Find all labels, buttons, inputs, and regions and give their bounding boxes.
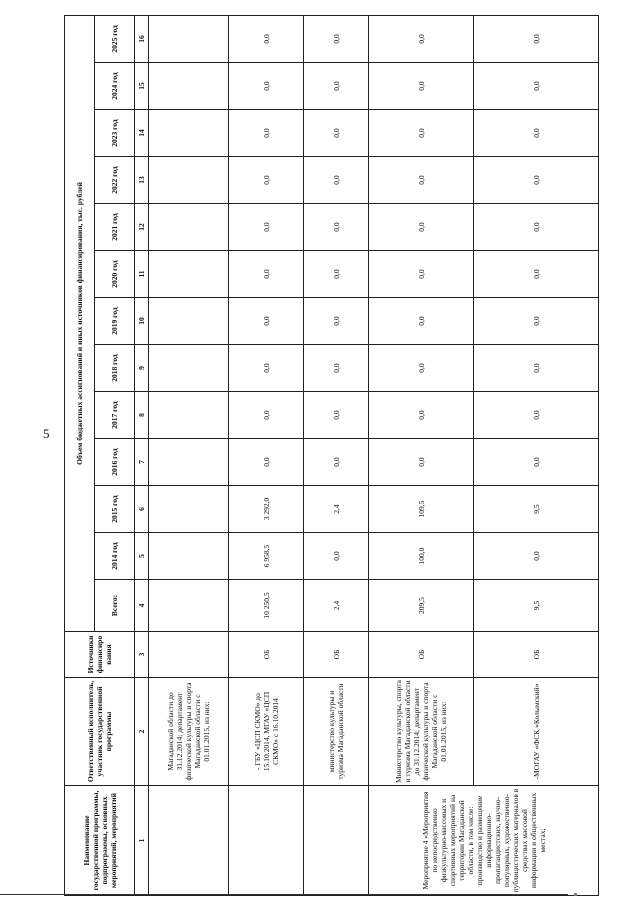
- row-value: 6 958,5: [229, 533, 304, 580]
- header-year-2017: 2017 год: [95, 392, 135, 439]
- row-value: 0,0: [474, 110, 599, 157]
- header-year-2016: 2016 год: [95, 439, 135, 486]
- row-total: 9,5: [474, 580, 599, 632]
- row-value: 0,0: [304, 15, 369, 62]
- row-value: 0,0: [474, 439, 599, 486]
- header-volume: Объем бюджетных ассигнований и иных источников финансирования, тыс. рублей: [65, 15, 95, 631]
- table-row: [229, 15, 304, 895]
- col-number: 16: [135, 15, 149, 62]
- col-number: 11: [135, 251, 149, 298]
- row-value: [149, 345, 229, 392]
- row-value: 0,0: [229, 345, 304, 392]
- row-name: [149, 786, 229, 896]
- row-responsible: Магаданской области до 31.12.2014; департамент физической культуры и спорта Магаданской области с 01.01.2015, из них:: [149, 678, 229, 786]
- row-value: [149, 251, 229, 298]
- row-value: 0,0: [474, 298, 599, 345]
- row-value: 0,0: [369, 110, 474, 157]
- row-value: 0,0: [229, 157, 304, 204]
- header-source: Источники финансирования: [65, 632, 135, 678]
- page-number: 5: [43, 426, 50, 441]
- col-number: 12: [135, 204, 149, 251]
- row-value: 0,0: [304, 110, 369, 157]
- header-year-2022: 2022 год: [95, 157, 135, 204]
- col-number: 6: [135, 486, 149, 533]
- col-number: 15: [135, 63, 149, 110]
- row-value: 0,0: [304, 251, 369, 298]
- row-value: 0,0: [304, 157, 369, 204]
- rotated-table-wrapper: [64, 16, 624, 896]
- row-value: 0,0: [229, 63, 304, 110]
- row-value: [149, 439, 229, 486]
- row-value: 0,0: [474, 251, 599, 298]
- row-value: 0,0: [304, 204, 369, 251]
- col-number: 2: [135, 678, 149, 786]
- row-value: 0,0: [474, 392, 599, 439]
- row-value: 9,5: [474, 486, 599, 533]
- col-number: 13: [135, 157, 149, 204]
- row-value: 0,0: [474, 204, 599, 251]
- row-value: 0,0: [369, 439, 474, 486]
- row-value: 0,0: [474, 345, 599, 392]
- header-year-2020: 2020 год: [95, 251, 135, 298]
- header-year-2018: 2018 год: [95, 345, 135, 392]
- col-number: 9: [135, 345, 149, 392]
- row-responsible: - ГБУ «ЦСП СКМО» до 15.10.2014, МГАУ «ЦСП СКМО» с 16.10.2014: [229, 678, 304, 786]
- row-value: [149, 298, 229, 345]
- row-source: ОБ: [369, 632, 474, 678]
- row-value: 0,0: [474, 63, 599, 110]
- row-value: 0,0: [474, 157, 599, 204]
- row-responsible: -МОГАУ «ФСК «Колымский»: [474, 678, 599, 786]
- row-value: [149, 157, 229, 204]
- row-value: 109,5: [369, 486, 474, 533]
- row-name: [304, 786, 369, 896]
- row-value: 0,0: [229, 392, 304, 439]
- row-total: 209,5: [369, 580, 474, 632]
- row-value: 0,0: [369, 251, 474, 298]
- row-value: 2,4: [304, 486, 369, 533]
- header-year-2023: 2023 год: [95, 110, 135, 157]
- col-number: 10: [135, 298, 149, 345]
- col-number: 4: [135, 580, 149, 632]
- row-value: 0,0: [369, 204, 474, 251]
- row-total: 10 250,5: [229, 580, 304, 632]
- row-value: 0,0: [369, 157, 474, 204]
- row-value: 100,0: [369, 533, 474, 580]
- header-year-2025: 2025 год: [95, 15, 135, 62]
- row-name: [229, 786, 304, 896]
- row-value: 0,0: [229, 15, 304, 62]
- row-value: [149, 486, 229, 533]
- row-value: 0,0: [474, 15, 599, 62]
- row-value: [149, 204, 229, 251]
- row-value: 0,0: [229, 298, 304, 345]
- col-number: 8: [135, 392, 149, 439]
- row-value: 0,0: [304, 533, 369, 580]
- col-number: 1: [135, 786, 149, 896]
- row-value: 0,0: [369, 345, 474, 392]
- table-row: [369, 15, 474, 895]
- row-value: 0,0: [369, 15, 474, 62]
- row-responsible: Министерство культуры, спорта и туризма Магаданской области до 31.12.2014; департамент физической культуры и спорта Магаданской области с 01.01.2015, из них:: [369, 678, 474, 786]
- row-value: [149, 63, 229, 110]
- row-value: 3 292,0: [229, 486, 304, 533]
- row-value: 0,0: [304, 392, 369, 439]
- row-value: 0,0: [304, 63, 369, 110]
- header-year-2015: 2015 год: [95, 486, 135, 533]
- row-value: 0,0: [304, 345, 369, 392]
- col-number: 14: [135, 110, 149, 157]
- row-value: [149, 533, 229, 580]
- row-value: 0,0: [474, 533, 599, 580]
- header-total: Всего:: [95, 580, 135, 632]
- row-value: 0,0: [229, 439, 304, 486]
- row-total: 2,4: [304, 580, 369, 632]
- header-name: Наименование государственной программы, подпрограммы, основных мероприятий, мероприятий: [65, 786, 135, 896]
- row-value: 0,0: [304, 298, 369, 345]
- header-year-2021: 2021 год: [95, 204, 135, 251]
- row-value: 0,0: [229, 110, 304, 157]
- row-value: [149, 15, 229, 62]
- row-value: 0,0: [304, 439, 369, 486]
- column-number-row: [135, 15, 149, 895]
- table-row: [149, 15, 229, 895]
- row-source: ОБ: [474, 632, 599, 678]
- row-value: 0,0: [369, 298, 474, 345]
- row-name: Мероприятие 4 «Мероприятия по непосредственно физкультурно-массовых и спортивных мероприятий на территории Магаданской области, в том числе: производство и размещение информационно-пропагандистских, научно-популярных, художественно-публицистических материалов в средствах массовой информации и общественных местах;: [369, 786, 599, 896]
- table-row: [474, 15, 599, 895]
- header-year-2019: 2019 год: [95, 298, 135, 345]
- header-year-2024: 2024 год: [95, 63, 135, 110]
- col-number: 5: [135, 533, 149, 580]
- col-number: 7: [135, 439, 149, 486]
- col-number: 3: [135, 632, 149, 678]
- row-source: [149, 632, 229, 678]
- financing-table: [64, 15, 599, 896]
- row-value: 0,0: [229, 251, 304, 298]
- row-responsible: министерство культуры и туризма Магаданской области: [304, 678, 369, 786]
- row-source: ОБ: [229, 632, 304, 678]
- row-value: [149, 110, 229, 157]
- row-value: 0,0: [369, 392, 474, 439]
- row-source: ОБ: [304, 632, 369, 678]
- row-total: [149, 580, 229, 632]
- row-value: [149, 392, 229, 439]
- row-value: 0,0: [369, 63, 474, 110]
- bottom-rule: [0, 894, 568, 895]
- table-row: [304, 15, 369, 895]
- header-year-2014: 2014 год: [95, 533, 135, 580]
- scan-mark: [574, 893, 577, 896]
- row-value: 0,0: [229, 204, 304, 251]
- header-responsible: Ответственный исполнитель, участник государственной программы: [65, 678, 135, 786]
